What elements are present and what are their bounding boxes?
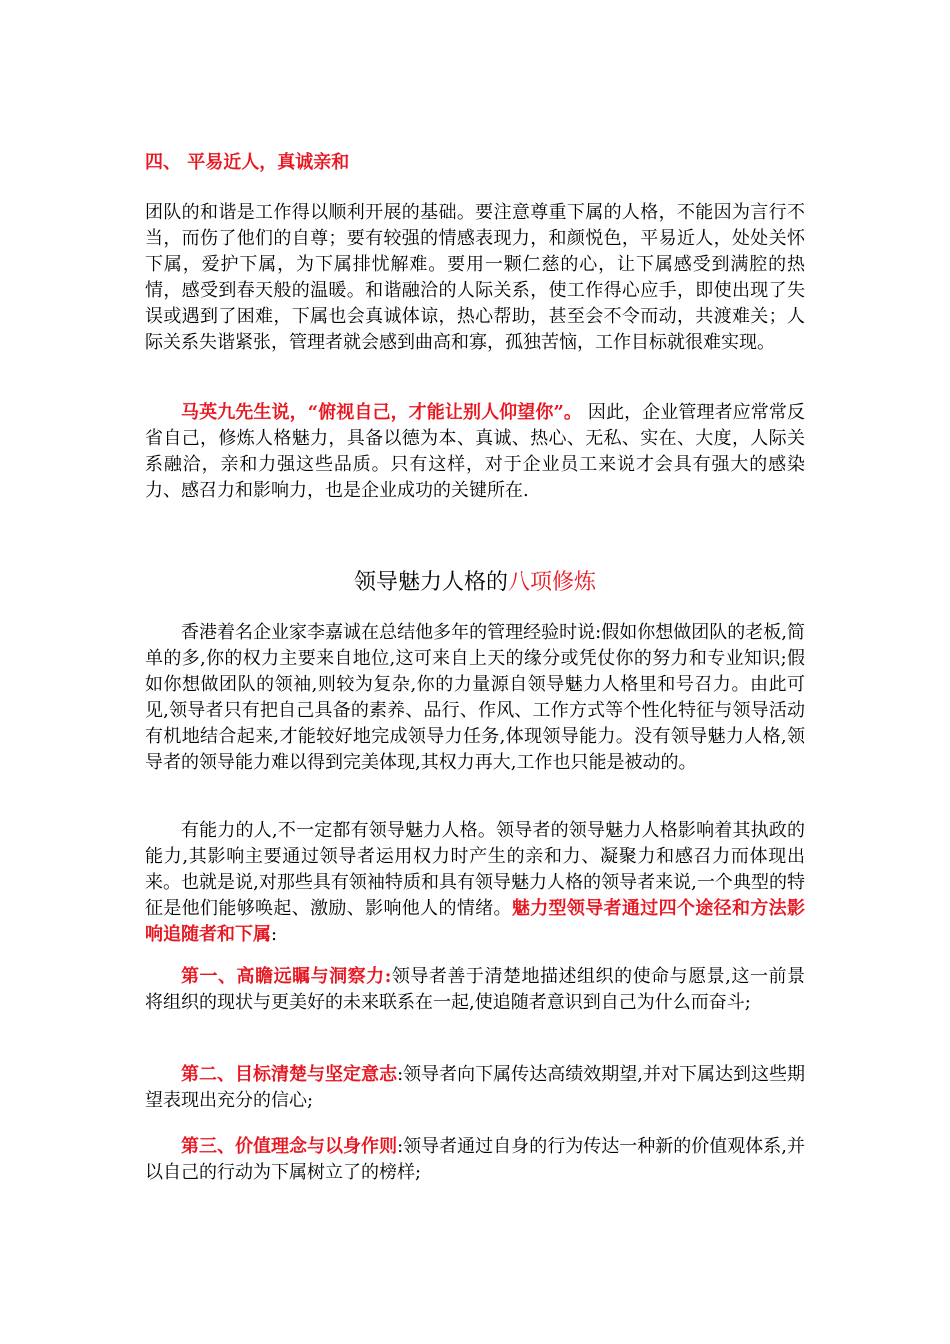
list-item	[145, 1062, 805, 1114]
list-item-text: 领导者善于清楚地描述组织的使命与愿景,这一前景将组织的现状与更美好的未来联系在一起,使追随者意识到自己为什么而奋斗;	[145, 966, 805, 1013]
article-paragraph-2	[145, 818, 805, 948]
quote-paragraph	[145, 400, 805, 504]
section-heading: 四、 平易近人，真诚亲和	[145, 152, 350, 173]
list-item-text: :领导者向下属传达高绩效期望,并对下属达到这些期望表现出充分的信心;	[145, 1064, 805, 1111]
article-title	[0, 568, 950, 598]
article-paragraph-2-text: 有能力的人,不一定都有领导魅力人格。领导者的领导魅力人格影响着其执政的能力,其影响主要通过领导者运用权力时产生的亲和力、凝聚力和感召力而体现出来。也就是说,对那些具有领袖特质和具有领导魅力人格的领导者来说,一个典型的特征是他们能够唤起、激励、影响他人的情绪。	[145, 820, 805, 919]
list-item-label: 第二、目标清楚与坚定意志	[181, 1064, 398, 1085]
list-item-label: 第三、价值理念与以身作则	[181, 1136, 398, 1157]
article-title-main: 领导魅力人格的	[353, 570, 508, 595]
article-paragraph-2-highlight: 魅力型领导者通过四个途径和方法影响追随者和下属	[145, 898, 806, 945]
list-item-text: :领导者通过自身的行为传达一种新的价值观体系,并以自己的行动为下属树立了的榜样;	[145, 1136, 805, 1183]
list-item	[145, 1134, 805, 1186]
article-paragraph-1: 香港着名企业家李嘉诚在总结他多年的管理经验时说:假如你想做团队的老板,简单的多,你的权力主要来自地位,这可来自上天的缘分或凭仗你的努力和专业知识;假如你想做团队的领袖,则较为复杂,你的力量源自领导魅力人格里和号召力。由此可见,领导者只有把自己具备的素养、品行、作风、工作方式等个性化特征与领导活动有机地结合起来,才能较好地完成领导力任务,体现领导能力。没有领导魅力人格,领导者的领导能力难以得到完美体现,其权力再大,工作也只能是被动的。	[145, 622, 805, 773]
quote-follow-text: 因此，企业管理者应常常反省自己，修炼人格魅力，具备以德为本、真诚、热心、无私、实在、大度，人际关系融洽，亲和力强这些品质。只有这样，对于企业员工来说才会具有强大的感染力、感召力和影响力，也是企业成功的关键所在.	[145, 402, 805, 501]
article-paragraph-2-end: :	[271, 924, 278, 945]
section-body-paragraph: 团队的和谐是工作得以顺利开展的基础。要注意尊重下属的人格，不能因为言行不当，而伤了他们的自尊；要有较强的情感表现力，和颜悦色，平易近人，处处关怀下属，爱护下属，为下属排忧解难。要用一颗仁慈的心，让下属感受到满腔的热情，感受到春天般的温暖。和谐融洽的人际关系，使工作得心应手，即使出现了失误或遇到了困难，下属也会真诚体谅，热心帮助，甚至会不令而动，共渡难关；人际关系失谐紧张，管理者就会感到曲高和寡，孤独苦恼，工作目标就很难实现。	[145, 202, 805, 353]
list-item	[145, 964, 805, 1016]
article-title-accent: 八项修炼	[508, 570, 597, 595]
quote-highlight: 马英九先生说，“俯视自己，才能让别人仰望你”。	[181, 402, 583, 423]
list-item-label: 第一、高瞻远瞩与洞察力:	[181, 966, 392, 987]
